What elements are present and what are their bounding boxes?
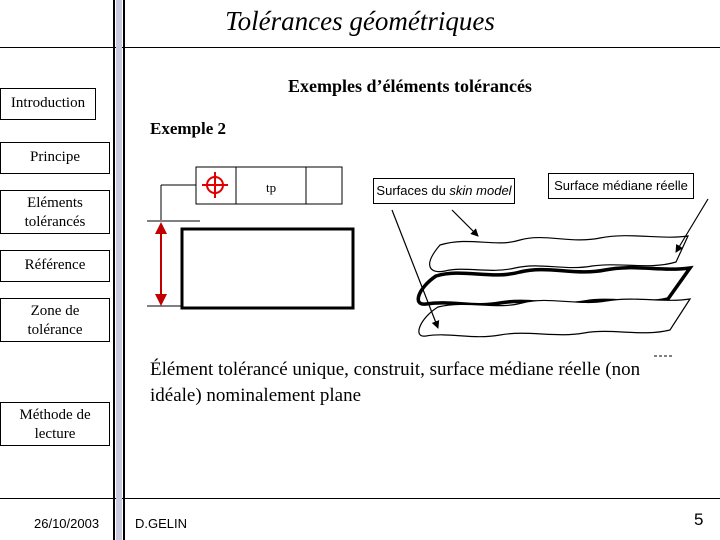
slide-caption: Élément tolérancé unique, construit, surface médiane réelle (non idéale) nominalement plane	[150, 359, 641, 406]
surface-layers	[418, 236, 690, 337]
slide-title: Tolérances géométriques	[225, 6, 495, 36]
median-surface-label: Surface médiane réelle	[548, 173, 694, 199]
sidebar-item-label-line2: tolérance	[27, 322, 83, 338]
skin-model-label-italic: skin model	[449, 183, 512, 198]
part-section	[182, 229, 353, 308]
example-heading: Exemple 2	[150, 119, 227, 138]
sidebar-item-label: Introduction	[10, 95, 86, 111]
skin-model-label-prefix: Surfaces du	[376, 183, 450, 198]
sidebar-item-label-line1: Zone de	[30, 303, 80, 319]
footer-date: 26/10/2003	[34, 516, 100, 531]
footer-author: D.GELIN	[135, 516, 188, 531]
sidebar-item-label-line1: Méthode de	[19, 407, 91, 423]
tolerance-value: tp	[266, 180, 277, 195]
dimension-arrow	[155, 222, 167, 306]
skin-model-label	[373, 178, 515, 204]
sidebar-item-label: Principe	[30, 149, 80, 165]
section-heading: Exemples d’éléments tolérancés	[288, 76, 532, 96]
page-number: 5	[694, 510, 704, 529]
sidebar-item-label-line1: Eléments	[27, 195, 83, 211]
sidebar-item-label-line2: tolérancés	[24, 214, 86, 230]
sidebar-item-label-line2: lecture	[34, 426, 76, 442]
sidebar-item-label: Référence	[24, 257, 86, 273]
